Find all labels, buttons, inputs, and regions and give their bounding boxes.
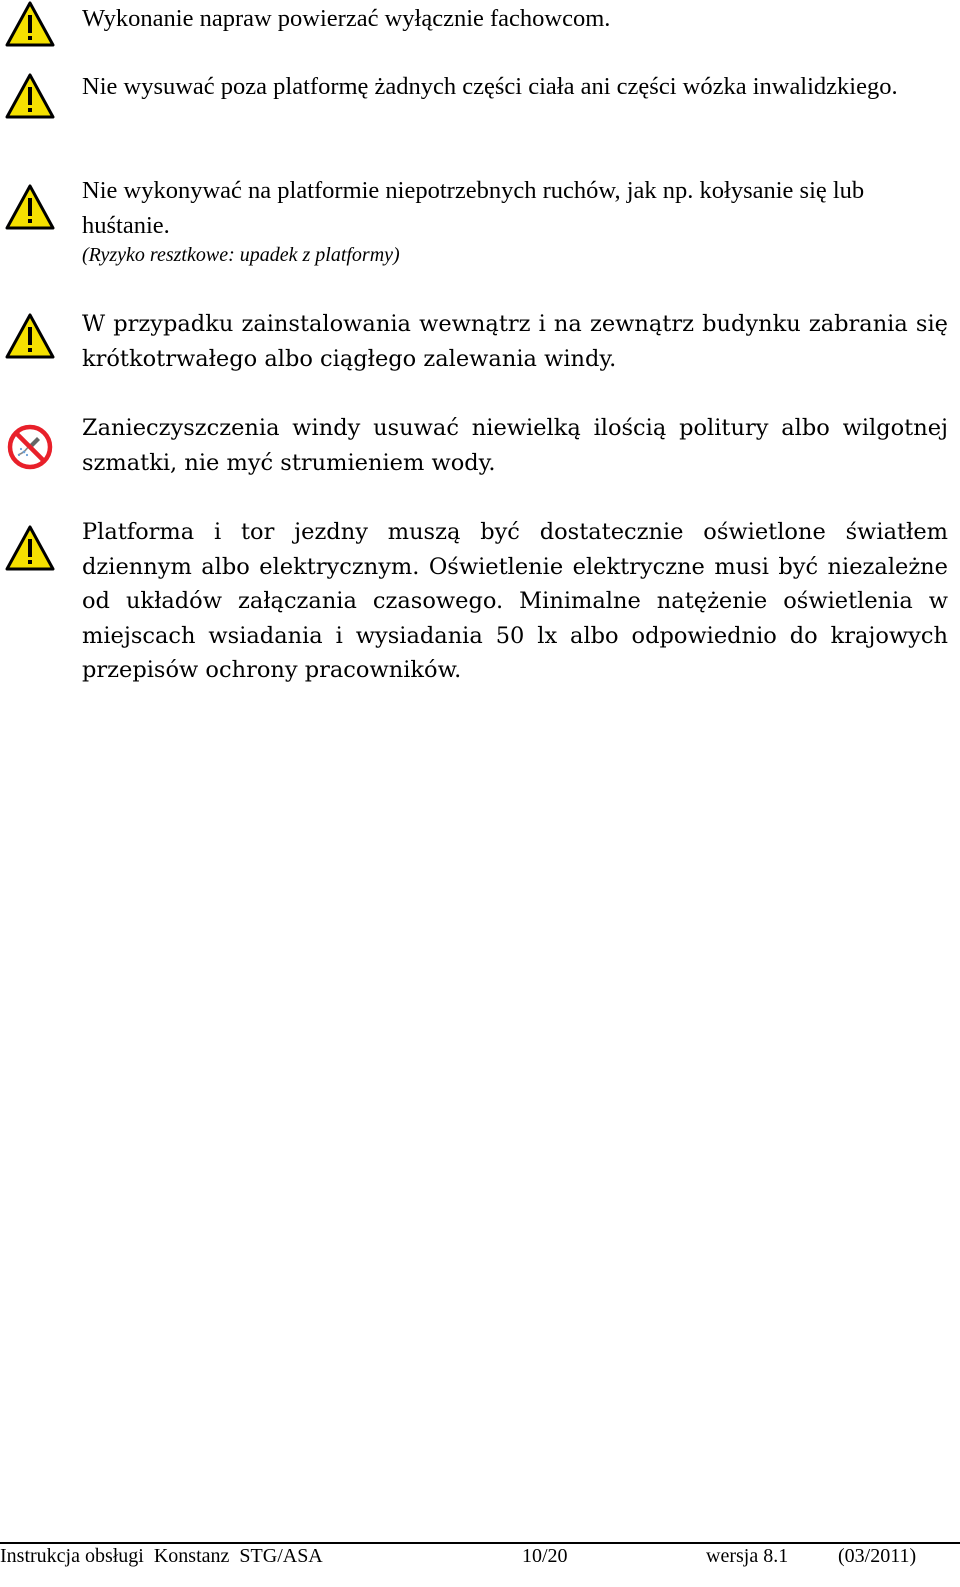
safety-instruction-cleaning: Zanieczyszczenia windy usuwać niewielką ilością politury albo wilgotnej szmatki, nie myć strumieniem wody.	[82, 415, 948, 476]
footer-document-title: Instrukcja obsługi Konstanz STG/ASA	[0, 1545, 323, 1567]
footer-date: (03/2011)	[838, 1545, 917, 1567]
footer-page-number: 10/20	[522, 1545, 568, 1567]
warning-icon	[4, 183, 56, 233]
footer-version: wersja 8.1	[706, 1545, 789, 1567]
safety-instruction-lighting: Platforma i tor jezdny muszą być dostatecznie oświetlone światłem dziennym albo elektrycznym. Oświetlenie elektryczne musi być niezależne od układów załączania czasowego. Minimalne natężenie oświetlenia w miejscach wsiadania i wysiadania 50 lx albo odpowiednio do krajowych przepisów ochrony pracowników.	[82, 519, 948, 683]
safety-instruction-body-parts: Nie wysuwać poza platformę żadnych części ciała ani części wózka inwalidzkiego.	[82, 73, 898, 100]
residual-risk-note: (Ryzyko resztkowe: upadek z platformy)	[82, 244, 400, 266]
no-water-jet-icon	[4, 422, 56, 472]
page-footer	[0, 1541, 960, 1571]
safety-instruction-flooding: W przypadku zainstalowania wewnątrz i na zewnątrz budynku zabrania się krótkotrwałego albo ciągłego zalewania windy.	[82, 311, 948, 372]
safety-instruction-repairs: Wykonanie napraw powierzać wyłącznie fachowcom.	[82, 5, 611, 32]
warning-icon	[4, 0, 56, 50]
safety-instruction-movements: Nie wykonywać na platformie niepotrzebnych ruchów, jak np. kołysanie się lub huśtanie.	[82, 177, 865, 239]
warning-icon	[4, 72, 56, 122]
warning-icon	[4, 524, 56, 574]
warning-icon	[4, 312, 56, 362]
